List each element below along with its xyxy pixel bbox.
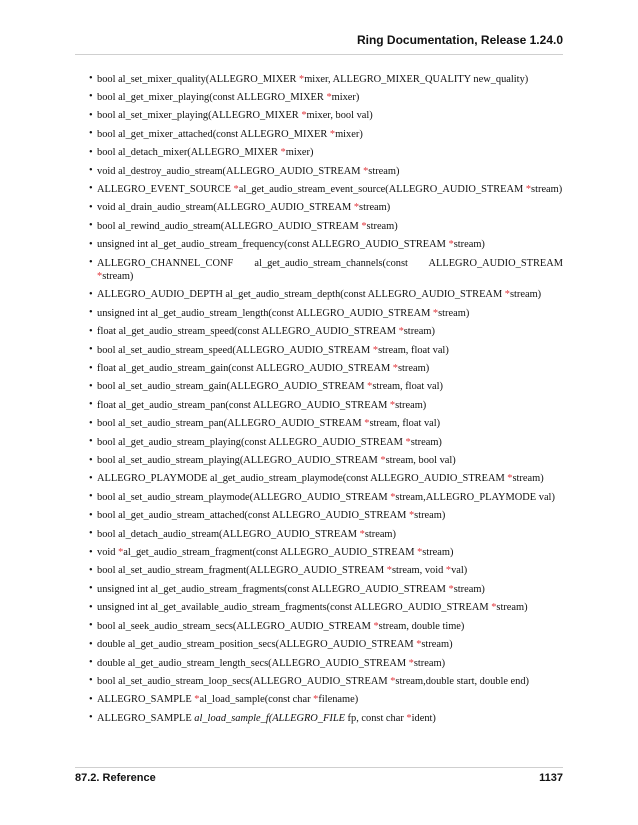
list-item — [75, 580, 563, 598]
list-item — [75, 488, 563, 506]
list-item — [75, 470, 563, 488]
signature-text: mixer) — [331, 91, 360, 103]
list-item — [75, 396, 563, 414]
running-header: Ring Documentation, Release 1.24.0 — [356, 33, 563, 47]
signature-text: bool al_get_audio_stream_attached(const ALLEGRO_AUDIO_STREAM — [97, 510, 409, 522]
bullet-marker: • — [89, 583, 93, 595]
signature-text: ALLEGRO_SAMPLE — [97, 694, 195, 706]
bullet-marker: • — [89, 380, 93, 392]
function-signature-list — [75, 70, 563, 728]
bullet-marker: • — [89, 399, 93, 411]
pointer-asterisk: * — [280, 147, 286, 159]
bullet-marker: • — [89, 693, 93, 705]
signature-text: ALLEGRO_SAMPLE — [97, 712, 195, 724]
signature-text: void — [97, 547, 119, 559]
pointer-asterisk: * — [373, 620, 379, 632]
list-item — [75, 544, 563, 562]
signature-text: al_get_audio_stream_fragment(const ALLEGRO_AUDIO_STREAM — [123, 547, 418, 559]
list-item — [75, 507, 563, 525]
signature-text: stream) — [509, 289, 542, 301]
bullet-marker: • — [89, 472, 93, 484]
list-item — [75, 672, 563, 690]
bullet-marker: • — [89, 712, 93, 724]
signature-text: stream) — [403, 326, 435, 338]
signature-text: stream) — [421, 639, 453, 651]
signature-text: stream, bool val) — [385, 455, 456, 467]
signature-text: stream) — [413, 657, 446, 669]
signature-text: stream) — [414, 510, 446, 522]
signature-text: ident) — [411, 712, 436, 724]
pointer-asterisk: * — [416, 639, 422, 651]
bullet-marker: • — [89, 638, 93, 650]
signature-text: bool al_detach_mixer(ALLEGRO_MIXER — [97, 147, 281, 159]
list-item — [75, 88, 563, 106]
signature-text: bool al_set_mixer_playing(ALLEGRO_MIXER — [97, 110, 302, 122]
signature-text: bool al_rewind_audio_stream(ALLEGRO_AUDIO_STREAM — [97, 220, 362, 232]
bullet-marker: • — [89, 109, 93, 121]
signature-text: stream) — [364, 528, 396, 540]
bullet-marker: • — [89, 436, 93, 448]
signature-text: ALLEGRO_PLAYMODE al_get_audio_stream_playmode(const ALLEGRO_AUDIO_STREAM — [97, 473, 508, 485]
bullet-marker: • — [89, 183, 93, 195]
signature-text: stream) — [453, 239, 485, 251]
list-item — [75, 107, 563, 125]
page-number: 1137 — [539, 772, 563, 784]
bullet-marker: • — [89, 546, 93, 558]
list-item — [75, 254, 563, 286]
list-item — [75, 709, 563, 727]
bullet-marker: • — [89, 491, 93, 503]
emphasized-text: al_load_sample_f(ALLEGRO_FILE — [194, 712, 345, 724]
pointer-asterisk: * — [380, 455, 386, 467]
bullet-marker: • — [89, 675, 93, 687]
signature-text: al_load_sample(const char — [199, 694, 314, 706]
signature-text: float al_get_audio_stream_gain(const ALLEGRO_AUDIO_STREAM — [97, 363, 393, 374]
pointer-asterisk: * — [299, 73, 305, 85]
signature-text: stream) — [366, 220, 398, 232]
signature-text: bool al_set_audio_stream_pan(ALLEGRO_AUDIO_STREAM — [97, 418, 365, 430]
pointer-asterisk: * — [97, 270, 103, 282]
signature-text: stream,double start, double end) — [395, 675, 530, 687]
bullet-marker: • — [89, 601, 93, 613]
pointer-asterisk: * — [390, 491, 396, 503]
list-item — [75, 452, 563, 470]
list-item — [75, 323, 563, 341]
pointer-asterisk: * — [329, 128, 336, 140]
signature-text: stream) — [368, 165, 400, 177]
pointer-asterisk: * — [326, 91, 332, 103]
signature-text: bool al_detach_audio_stream(ALLEGRO_AUDIO_STREAM — [97, 528, 360, 540]
list-item — [75, 562, 563, 580]
list-item — [75, 636, 563, 654]
bullet-marker: • — [89, 146, 93, 158]
signature-text: stream) — [453, 583, 485, 595]
bullet-marker: • — [89, 362, 93, 374]
signature-text: stream, void — [391, 565, 446, 577]
pointer-asterisk: * — [448, 239, 454, 251]
bullet-marker: • — [89, 91, 93, 103]
section-label: 87.2. Reference — [75, 772, 156, 784]
list-item — [75, 144, 563, 162]
pointer-asterisk: * — [432, 307, 439, 319]
pointer-asterisk: * — [390, 675, 396, 687]
signature-text: unsigned int al_get_audio_stream_length(const ALLEGRO_AUDIO_STREAM — [97, 307, 433, 319]
signature-text: bool al_set_audio_stream_loop_secs(ALLEGRO_AUDIO_STREAM — [97, 675, 391, 687]
signature-text: stream) — [496, 602, 528, 614]
pointer-asterisk: * — [389, 399, 396, 411]
pointer-asterisk: * — [233, 183, 239, 195]
bullet-marker: • — [89, 257, 93, 269]
bullet-marker: • — [89, 528, 93, 540]
signature-text: bool al_set_audio_stream_playing(ALLEGRO_AUDIO_STREAM — [97, 455, 381, 467]
list-item — [75, 125, 563, 143]
signature-text: stream) — [102, 270, 134, 282]
signature-text: float al_get_audio_stream_pan(const ALLEGRO_AUDIO_STREAM — [97, 399, 390, 411]
signature-text: bool al_set_audio_stream_speed(ALLEGRO_AUDIO_STREAM — [97, 344, 373, 356]
list-item — [75, 654, 563, 672]
bullet-marker: • — [89, 238, 93, 250]
bullet-marker: • — [89, 201, 93, 213]
signature-text: unsigned int al_get_available_audio_stream_fragments(const ALLEGRO_AUDIO_STREAM — [97, 602, 492, 614]
pointer-asterisk: * — [118, 547, 124, 559]
signature-text: stream, float val) — [372, 381, 444, 393]
pointer-asterisk: * — [194, 694, 200, 706]
list-item — [75, 691, 563, 709]
signature-text: stream) — [531, 183, 563, 195]
bullet-marker: • — [89, 288, 93, 300]
list-item — [75, 286, 563, 304]
bullet-marker: • — [89, 509, 93, 521]
pointer-asterisk: * — [417, 547, 423, 559]
signature-text: stream, float val) — [369, 418, 441, 430]
signature-text: void al_destroy_audio_stream(ALLEGRO_AUDIO_STREAM — [97, 165, 364, 177]
signature-text: bool al_set_mixer_quality(ALLEGRO_MIXER — [97, 73, 300, 85]
signature-text: bool al_get_mixer_playing(const ALLEGRO_MIXER — [97, 91, 327, 103]
pointer-asterisk: * — [507, 473, 513, 485]
signature-text: mixer) — [285, 147, 314, 159]
bullet-marker: • — [89, 564, 93, 576]
list-item — [75, 378, 563, 396]
header-divider — [75, 54, 563, 55]
pointer-asterisk: * — [364, 418, 370, 430]
list-item — [75, 525, 563, 543]
signature-text: bool al_set_audio_stream_fragment(ALLEGRO_AUDIO_STREAM — [97, 565, 387, 577]
pointer-asterisk: * — [313, 694, 319, 706]
signature-text: bool al_get_mixer_attached(const ALLEGRO_MIXER — [97, 128, 330, 140]
pointer-asterisk: * — [398, 326, 404, 338]
pointer-asterisk: * — [372, 344, 379, 356]
pointer-asterisk: * — [408, 657, 414, 669]
signature-first-line: ALLEGRO_CHANNEL_CONF al_get_audio_stream_channels(const ALLEGRO_AUDIO_STREAM — [97, 257, 563, 269]
signature-text: mixer, bool val) — [306, 110, 373, 122]
signature-text: mixer) — [335, 128, 363, 140]
signature-text: filename) — [318, 694, 359, 706]
list-item — [75, 180, 563, 198]
pointer-asterisk: * — [406, 712, 412, 724]
signature-text: bool al_set_audio_stream_gain(ALLEGRO_AUDIO_STREAM — [97, 381, 368, 393]
pointer-asterisk: * — [525, 183, 532, 195]
list-item — [75, 360, 563, 378]
list-item — [75, 415, 563, 433]
bullet-marker: • — [89, 220, 93, 232]
list-item — [75, 162, 563, 180]
pointer-asterisk: * — [392, 363, 398, 374]
list-item — [75, 70, 563, 88]
pointer-asterisk: * — [367, 381, 373, 393]
pointer-asterisk: * — [386, 565, 392, 577]
list-item — [75, 217, 563, 235]
signature-text: val) — [451, 565, 468, 577]
list-item — [75, 199, 563, 217]
signature-text: stream) — [395, 399, 427, 411]
bullet-marker: • — [89, 417, 93, 429]
pointer-asterisk: * — [504, 289, 510, 301]
signature-text: stream) — [438, 307, 470, 319]
signature-text: mixer, ALLEGRO_MIXER_QUALITY new_quality) — [304, 73, 529, 85]
pointer-asterisk: * — [361, 220, 367, 232]
pointer-asterisk: * — [445, 565, 452, 577]
signature-text: unsigned int al_get_audio_stream_frequency(const ALLEGRO_AUDIO_STREAM — [97, 239, 449, 251]
pointer-asterisk: * — [363, 165, 369, 177]
bullet-marker: • — [89, 344, 93, 356]
list-item — [75, 341, 563, 359]
signature-text: stream,ALLEGRO_PLAYMODE val) — [395, 491, 555, 503]
signature-text: double al_get_audio_stream_position_secs(ALLEGRO_AUDIO_STREAM — [97, 639, 417, 651]
list-item — [75, 617, 563, 635]
signature-text: stream) — [422, 547, 454, 559]
list-item — [75, 304, 563, 322]
footer-divider — [75, 767, 563, 768]
bullet-marker: • — [89, 128, 93, 140]
signature-text: stream) — [398, 363, 430, 374]
bullet-marker: • — [89, 657, 93, 668]
signature-text: unsigned int al_get_audio_stream_fragments(const ALLEGRO_AUDIO_STREAM — [97, 583, 449, 595]
list-item — [75, 599, 563, 617]
pointer-asterisk: * — [301, 110, 307, 122]
signature-text: stream) — [359, 202, 391, 214]
signature-text: al_get_audio_stream_event_source(ALLEGRO_AUDIO_STREAM — [238, 183, 526, 195]
pointer-asterisk: * — [408, 510, 415, 522]
signature-text: fp, const char — [344, 712, 407, 724]
signature-text: double al_get_audio_stream_length_secs(ALLEGRO_AUDIO_STREAM — [97, 657, 409, 669]
pointer-asterisk: * — [359, 528, 365, 540]
signature-text: stream) — [512, 473, 544, 485]
bullet-marker: • — [89, 307, 93, 319]
bullet-marker: • — [89, 73, 93, 84]
list-item — [75, 236, 563, 254]
pointer-asterisk: * — [405, 436, 411, 448]
signature-text: ALLEGRO_EVENT_SOURCE — [97, 183, 234, 195]
list-item — [75, 433, 563, 451]
signature-text: ALLEGRO_AUDIO_DEPTH al_get_audio_stream_depth(const ALLEGRO_AUDIO_STREAM — [97, 289, 505, 301]
bullet-marker: • — [89, 620, 93, 632]
bullet-marker: • — [89, 454, 93, 466]
signature-text: bool al_seek_audio_stream_secs(ALLEGRO_AUDIO_STREAM — [97, 620, 374, 632]
signature-text: bool al_get_audio_stream_playing(const ALLEGRO_AUDIO_STREAM — [97, 436, 406, 448]
signature-text: float al_get_audio_stream_speed(const ALLEGRO_AUDIO_STREAM — [97, 326, 399, 338]
bullet-marker: • — [89, 165, 93, 177]
pointer-asterisk: * — [448, 583, 454, 595]
signature-text: bool al_set_audio_stream_playmode(ALLEGRO_AUDIO_STREAM — [97, 491, 391, 503]
signature-text: stream, double time) — [378, 620, 465, 632]
pointer-asterisk: * — [353, 202, 360, 214]
signature-text: void al_drain_audio_stream(ALLEGRO_AUDIO_STREAM — [97, 202, 354, 214]
signature-text: stream, float val) — [378, 344, 449, 356]
pointer-asterisk: * — [491, 602, 497, 614]
bullet-marker: • — [89, 325, 93, 337]
signature-text: stream) — [410, 436, 442, 448]
